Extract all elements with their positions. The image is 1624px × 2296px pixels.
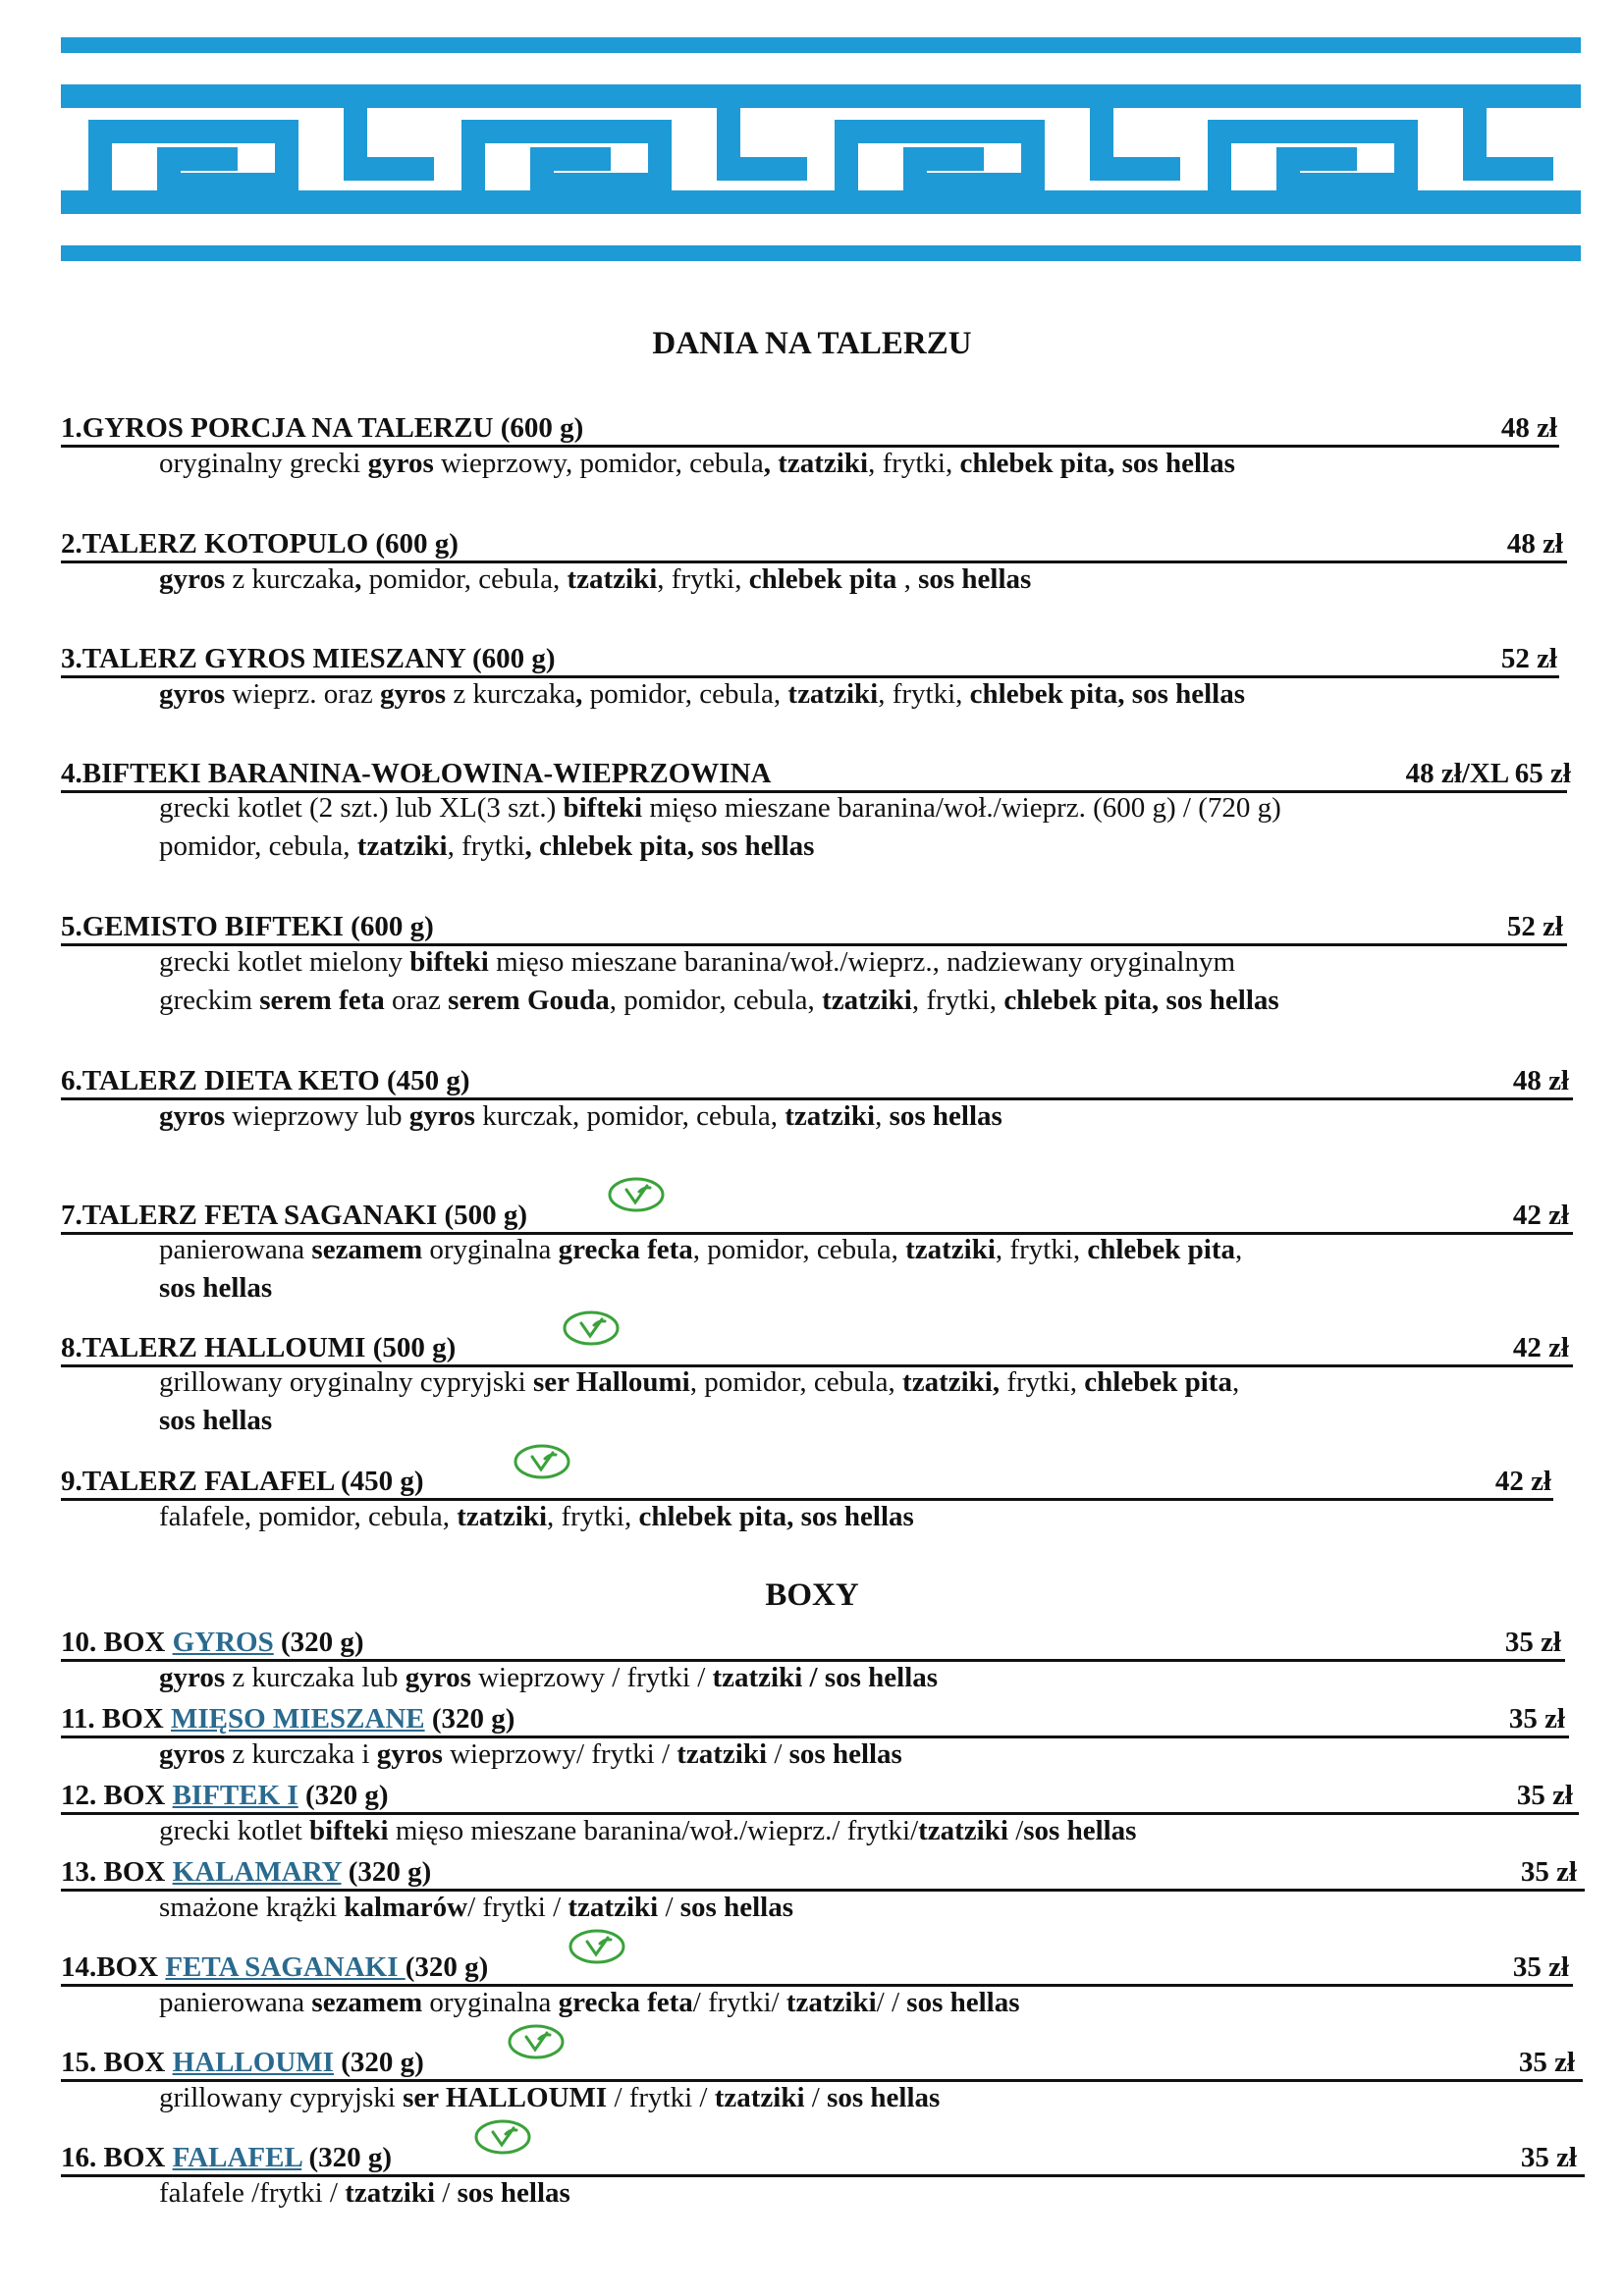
desc-text: /: [658, 1892, 680, 1923]
desc-bold-text: gyros: [408, 1100, 475, 1132]
box-prefix: 10. BOX: [61, 1627, 173, 1658]
item-title: 8.TALERZ HALLOUMI (500 g): [61, 1332, 457, 1363]
desc-text: , frytki,: [911, 985, 1004, 1016]
desc-text: falafele, pomidor, cebula,: [159, 1501, 458, 1532]
desc-text: /: [1007, 1815, 1024, 1846]
desc-bold-text: sos hellas: [159, 1405, 273, 1436]
desc-bold-text: ,: [575, 678, 583, 710]
item-title: [61, 1951, 488, 1984]
item-title: 5.GEMISTO BIFTEKI (600 g): [61, 911, 434, 942]
desc-bold-text: gyros: [405, 1662, 471, 1693]
vegetarian-icon: [568, 1928, 626, 1965]
box-name: KALAMARY: [172, 1856, 342, 1888]
desc-text: /: [804, 2082, 828, 2113]
item-title: 4.BIFTEKI BARANINA-WOŁOWINA-WIEPRZOWINA: [61, 758, 772, 789]
item-title: 3.TALERZ GYROS MIESZANY (600 g): [61, 643, 556, 674]
box-name: HALLOUMI: [172, 2047, 334, 2078]
desc-bold-text: sos hellas: [906, 1987, 1020, 2018]
item-price: 35 zł: [1520, 1856, 1577, 1888]
item-description: [159, 943, 1235, 982]
item-price: 48 zł: [1506, 528, 1563, 560]
desc-bold-text: tzatziki: [356, 830, 448, 862]
desc-bold-text: ,: [354, 563, 362, 595]
desc-text: ,: [896, 563, 919, 595]
item-price: 35 zł: [1518, 2047, 1575, 2078]
desc-text: pomidor, cebula,: [582, 678, 788, 710]
item-title: [61, 1703, 514, 1735]
item-title: [61, 1856, 431, 1889]
desc-bold-text: bifteki: [563, 792, 643, 824]
desc-bold-text: sos hellas: [788, 1738, 902, 1770]
desc-text: oryginalna: [422, 1234, 559, 1265]
item-description: [159, 445, 1235, 483]
desc-text: oryginalna: [422, 1987, 559, 2018]
item-price: 42 zł: [1494, 1466, 1551, 1497]
desc-bold-text: sezamem: [311, 1234, 423, 1265]
item-description: [159, 1659, 938, 1697]
desc-text: oryginalny grecki: [159, 448, 368, 479]
item-title: [61, 1627, 364, 1659]
desc-text: wieprzowy / frytki /: [470, 1662, 713, 1693]
item-title: 7.TALERZ FETA SAGANAKI (500 g): [61, 1200, 528, 1231]
box-prefix: 16. BOX: [61, 2142, 173, 2173]
desc-bold-text: tzatziki: [787, 678, 879, 710]
desc-bold-text: grecka feta: [558, 1234, 693, 1265]
desc-text: , frytki,: [657, 563, 749, 595]
vegetarian-icon: [507, 2023, 566, 2060]
item-price: 48 zł: [1500, 412, 1557, 444]
box-weight: (320 g): [405, 1951, 489, 1983]
desc-bold-text: tzatziki: [918, 1815, 1008, 1846]
desc-text: pomidor, cebula,: [361, 563, 568, 595]
section-title-plates: DANIA NA TALERZU: [652, 326, 972, 361]
vegetarian-icon: [607, 1176, 666, 1213]
desc-text: , pomidor, cebula,: [609, 985, 823, 1016]
desc-bold-text: sos hellas: [889, 1100, 1002, 1132]
desc-bold-text: bifteki: [409, 946, 489, 978]
box-name: MIĘSO MIESZANE: [171, 1703, 425, 1735]
desc-bold-text: gyros: [376, 1738, 443, 1770]
box-weight: (320 g): [273, 1627, 364, 1658]
desc-bold-text: kalmarów: [344, 1892, 468, 1923]
desc-text: , frytki: [447, 830, 525, 862]
desc-text: , frytki,: [995, 1234, 1088, 1265]
desc-bold-text: gyros: [159, 1738, 226, 1770]
item-description: [159, 1735, 902, 1774]
item-description: [159, 2174, 570, 2213]
desc-text: /: [767, 1738, 789, 1770]
desc-bold-text: gyros: [159, 1100, 226, 1132]
item-price: 35 zł: [1504, 1627, 1561, 1658]
desc-text: , frytki,: [547, 1501, 639, 1532]
desc-bold-text: , chlebek pita, sos hellas: [524, 830, 815, 862]
box-name: GYROS: [172, 1627, 274, 1658]
box-prefix: 13. BOX: [61, 1856, 173, 1888]
item-description: [159, 561, 1031, 599]
desc-text: mięso mieszane baranina/woł./wieprz. (600 g) / (720 g): [642, 792, 1281, 824]
desc-bold-text: ser HALLOUMI: [403, 2082, 608, 2113]
item-title: 9.TALERZ FALAFEL (450 g): [61, 1466, 424, 1497]
desc-text: z kurczaka: [225, 563, 355, 595]
item-description-line-2: [159, 1402, 272, 1440]
item-description: [159, 1097, 1002, 1136]
desc-text: /: [435, 2177, 458, 2209]
desc-text: mięso mieszane baranina/woł./wieprz./ frytki/: [388, 1815, 919, 1846]
box-weight: (320 g): [424, 1703, 515, 1735]
desc-bold-text: tzatziki,: [902, 1366, 1001, 1398]
desc-text: grecki kotlet mielony: [159, 946, 410, 978]
box-prefix: 15. BOX: [61, 2047, 173, 2078]
item-title: 1.GYROS PORCJA NA TALERZU (600 g): [61, 412, 584, 444]
item-price: 42 zł: [1512, 1200, 1569, 1231]
desc-bold-text: serem feta: [259, 985, 385, 1016]
vegetarian-icon: [473, 2118, 532, 2156]
box-prefix: 14.BOX: [61, 1951, 166, 1983]
desc-bold-text: ser Halloumi: [532, 1366, 690, 1398]
desc-text: z kurczaka: [446, 678, 576, 710]
item-price: 35 zł: [1516, 1780, 1573, 1811]
item-description-line-2: [159, 1269, 272, 1308]
desc-bold-text: tzatziki: [568, 1892, 659, 1923]
item-title: 2.TALERZ KOTOPULO (600 g): [61, 528, 459, 560]
item-description: [159, 2079, 940, 2117]
item-description: [159, 1889, 793, 1927]
item-title: [61, 2142, 392, 2174]
vegetarian-icon: [513, 1443, 571, 1480]
desc-text: grecki kotlet (2 szt.) lub XL(3 szt.): [159, 792, 564, 824]
box-weight: (320 g): [333, 2047, 424, 2078]
desc-text: , frytki,: [868, 448, 960, 479]
desc-bold-text: sezamem: [311, 1987, 423, 2018]
item-description: [159, 1498, 914, 1536]
desc-bold-text: sos hellas: [679, 1892, 793, 1923]
desc-bold-text: sos hellas: [827, 2082, 941, 2113]
desc-text: panierowana: [159, 1234, 312, 1265]
desc-bold-text: chlebek pita, sos hellas: [959, 448, 1235, 479]
desc-bold-text: tzatziki: [714, 2082, 805, 2113]
item-price: 35 zł: [1520, 2142, 1577, 2173]
desc-bold-text: chlebek pita, sos hellas: [969, 678, 1246, 710]
box-weight: (320 g): [301, 2142, 393, 2173]
desc-bold-text: chlebek pita, sos hellas: [638, 1501, 914, 1532]
desc-text: kurczak, pomidor, cebula,: [474, 1100, 785, 1132]
item-description: [159, 675, 1245, 714]
desc-text: grillowany cypryjski: [159, 2082, 404, 2113]
item-description: [159, 789, 1281, 828]
item-price: 35 zł: [1508, 1703, 1565, 1735]
desc-bold-text: sos hellas: [457, 2177, 570, 2209]
desc-bold-text: tzatziki: [457, 1501, 548, 1532]
desc-bold-text: tzatziki: [567, 563, 658, 595]
desc-text: oraz: [384, 985, 449, 1016]
desc-bold-text: tzatziki: [785, 1987, 877, 2018]
desc-text: smażone krążki: [159, 1892, 345, 1923]
desc-text: mięso mieszane baranina/woł./wieprz., nadziewany oryginalnym: [488, 946, 1236, 978]
greek-key-banner: [61, 37, 1581, 261]
item-price: 52 zł: [1500, 643, 1557, 674]
desc-text: falafele /frytki /: [159, 2177, 346, 2209]
box-name: BIFTEK I: [172, 1780, 298, 1811]
desc-text: , frytki,: [878, 678, 970, 710]
desc-bold-text: sos hellas: [1023, 1815, 1137, 1846]
item-description: [159, 1231, 1242, 1269]
desc-text: greckim: [159, 985, 260, 1016]
box-prefix: 12. BOX: [61, 1780, 173, 1811]
desc-text: panierowana: [159, 1987, 312, 2018]
vegetarian-icon: [562, 1309, 621, 1347]
desc-bold-text: chlebek pita: [1087, 1234, 1235, 1265]
desc-text: / /: [876, 1987, 907, 2018]
desc-bold-text: grecka feta: [558, 1987, 693, 2018]
desc-bold-text: gyros: [367, 448, 434, 479]
desc-bold-text: tzatziki / sos hellas: [712, 1662, 939, 1693]
desc-text: z kurczaka i: [225, 1738, 377, 1770]
desc-bold-text: , tzatziki: [763, 448, 869, 479]
item-price: 48 zł: [1512, 1065, 1569, 1096]
item-description: [159, 1812, 1136, 1850]
desc-text: z kurczaka lub: [225, 1662, 406, 1693]
item-description: [159, 1363, 1239, 1402]
desc-bold-text: gyros: [379, 678, 447, 710]
desc-bold-text: chlebek pita, sos hellas: [1003, 985, 1279, 1016]
box-name: FETA SAGANAKI: [165, 1951, 406, 1983]
box-name: FALAFEL: [172, 2142, 302, 2173]
desc-text: , pomidor, cebula,: [689, 1366, 903, 1398]
desc-text: ,: [875, 1100, 890, 1132]
desc-bold-text: serem Gouda: [448, 985, 610, 1016]
item-description-line-2: [159, 828, 814, 866]
desc-text: ,: [1231, 1366, 1240, 1398]
desc-text: / frytki/: [692, 1987, 786, 2018]
desc-text: wieprzowy, pomidor, cebula: [433, 448, 764, 479]
desc-bold-text: sos hellas: [918, 563, 1032, 595]
desc-text: wieprz. oraz: [225, 678, 380, 710]
desc-bold-text: sos hellas: [159, 1272, 273, 1304]
desc-text: wieprzowy lub: [225, 1100, 409, 1132]
item-price: 48 zł/XL 65 zł: [1405, 758, 1571, 789]
item-description: [159, 1984, 1020, 2022]
section-title-boxes: BOXY: [765, 1577, 859, 1613]
box-weight: (320 g): [341, 1856, 432, 1888]
desc-text: grecki kotlet: [159, 1815, 310, 1846]
item-price: 52 zł: [1506, 911, 1563, 942]
box-weight: (320 g): [298, 1780, 389, 1811]
desc-text: pomidor, cebula,: [159, 830, 357, 862]
item-title: [61, 2047, 424, 2079]
desc-text: grillowany oryginalny cypryjski: [159, 1366, 533, 1398]
item-title: [61, 1780, 389, 1812]
desc-bold-text: gyros: [159, 1662, 226, 1693]
desc-bold-text: bifteki: [309, 1815, 389, 1846]
desc-text: / frytki /: [467, 1892, 568, 1923]
desc-text: frytki,: [1000, 1366, 1085, 1398]
desc-bold-text: tzatziki: [785, 1100, 876, 1132]
desc-text: / frytki /: [607, 2082, 715, 2113]
desc-bold-text: tzatziki: [822, 985, 912, 1016]
desc-bold-text: chlebek pita: [1084, 1366, 1232, 1398]
box-prefix: 11. BOX: [61, 1703, 171, 1735]
desc-bold-text: gyros: [159, 678, 226, 710]
item-title: 6.TALERZ DIETA KETO (450 g): [61, 1065, 470, 1096]
item-price: 42 zł: [1512, 1332, 1569, 1363]
desc-bold-text: gyros: [159, 563, 226, 595]
desc-bold-text: tzatziki: [345, 2177, 436, 2209]
desc-text: ,: [1235, 1234, 1243, 1265]
item-description-line-2: [159, 982, 1279, 1020]
desc-bold-text: tzatziki: [905, 1234, 996, 1265]
desc-bold-text: tzatziki: [677, 1738, 768, 1770]
item-price: 35 zł: [1512, 1951, 1569, 1983]
desc-bold-text: chlebek pita: [748, 563, 897, 595]
desc-text: , pomidor, cebula,: [692, 1234, 906, 1265]
desc-text: wieprzowy/ frytki /: [442, 1738, 677, 1770]
